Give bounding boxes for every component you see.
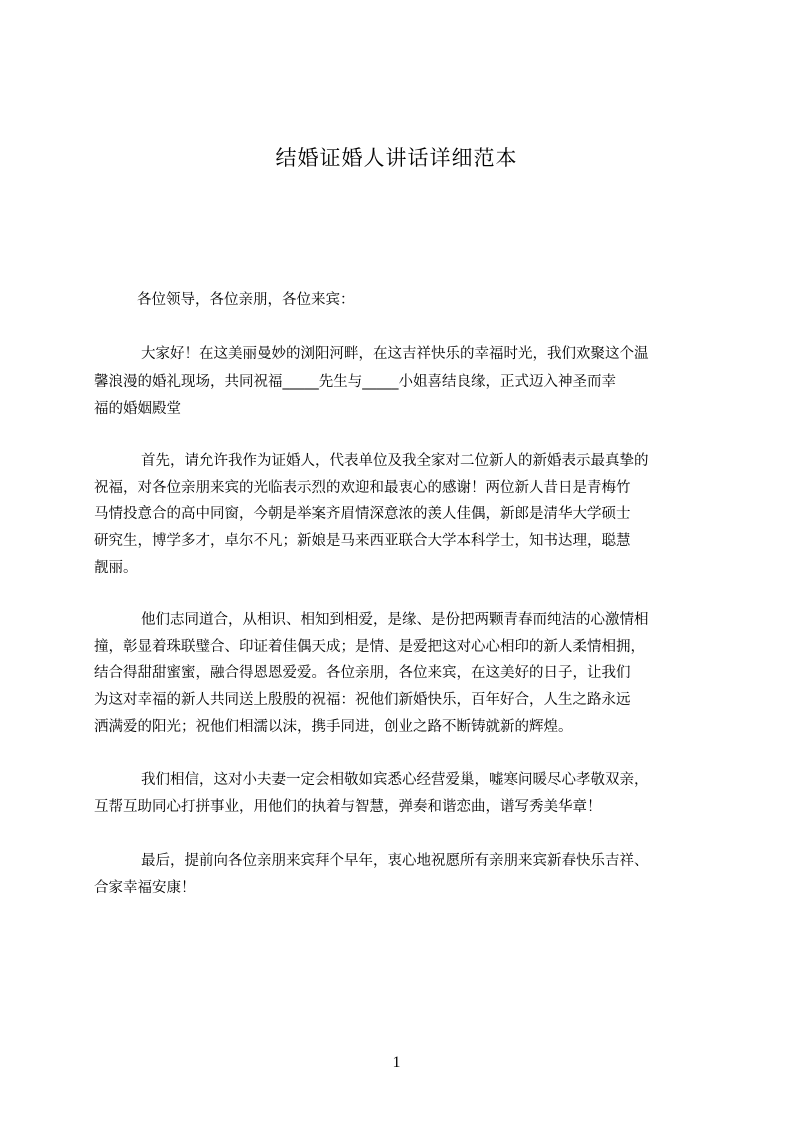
- paragraph-line: 我们相信，这对小夫妻一定会相敬如宾悉心经营爱巢，嘘寒问暖尽心孝敬双亲，: [141, 772, 649, 788]
- paragraph-line: 马情投意合的高中同窗，今朝是举案齐眉情深意浓的羡人佳偶，新郎是清华大学硕士: [94, 506, 631, 522]
- paragraph-line: 他们志同道合，从相识、相知到相爱，是缘、是份把两颗青春而纯洁的心激情相: [141, 612, 649, 628]
- paragraph-line: 为这对幸福的新人共同送上殷殷的祝福：祝他们新婚快乐，百年好合，人生之路永远: [94, 692, 631, 708]
- document-title: 结婚证婚人讲话详细范本: [275, 146, 518, 170]
- paragraph-line: 首先，请允许我作为证婚人，代表单位及我全家对二位新人的新婚表示最真挚的: [141, 453, 649, 469]
- paragraph-line: 靓丽。: [94, 560, 138, 576]
- paragraph-line: 洒满爱的阳光；祝他们相濡以沫，携手同进，创业之路不断铸就新的辉煌。: [94, 719, 573, 735]
- paragraph-line: 最后，提前向各位亲朋来宾拜个早年，衷心地祝愿所有亲朋来宾新春快乐吉祥、: [141, 853, 649, 869]
- paragraph-line: 祝福，对各位亲朋来宾的光临表示烈的欢迎和最衷心的感谢！两位新人昔日是青梅竹: [94, 480, 631, 496]
- salutation-line: 各位领导，各位亲朋，各位来宾：: [137, 292, 355, 308]
- paragraph-line: 撞，彰显着珠联璧合、印证着佳偶天成；是情、是爱把这对心心相印的新人柔情相拥，: [94, 639, 645, 655]
- paragraph-line: 结合得甜甜蜜蜜，融合得恩恩爱爱。各位亲朋，各位来宾，在这美好的日子，让我们: [94, 665, 631, 681]
- paragraph-line: 馨浪漫的婚礼现场，共同祝福_____先生与_____小姐喜结良缘，正式迈入神圣而幸: [94, 374, 616, 390]
- paragraph-line: 福的婚姻殿堂: [94, 401, 181, 417]
- paragraph-line: 研究生，博学多才，卓尔不凡；新娘是马来西亚联合大学本科学士，知书达理，聪慧: [94, 533, 631, 549]
- paragraph-line: 互帮互助同心打拼事业，用他们的执着与智慧，弹奏和谐恋曲，谱写秀美华章！: [94, 799, 602, 815]
- paragraph-line: 大家好！在这美丽曼妙的浏阳河畔，在这吉祥快乐的幸福时光，我们欢聚这个温: [141, 346, 649, 362]
- paragraph-line: 合家幸福安康！: [94, 880, 196, 896]
- page-number: 1: [392, 1054, 401, 1071]
